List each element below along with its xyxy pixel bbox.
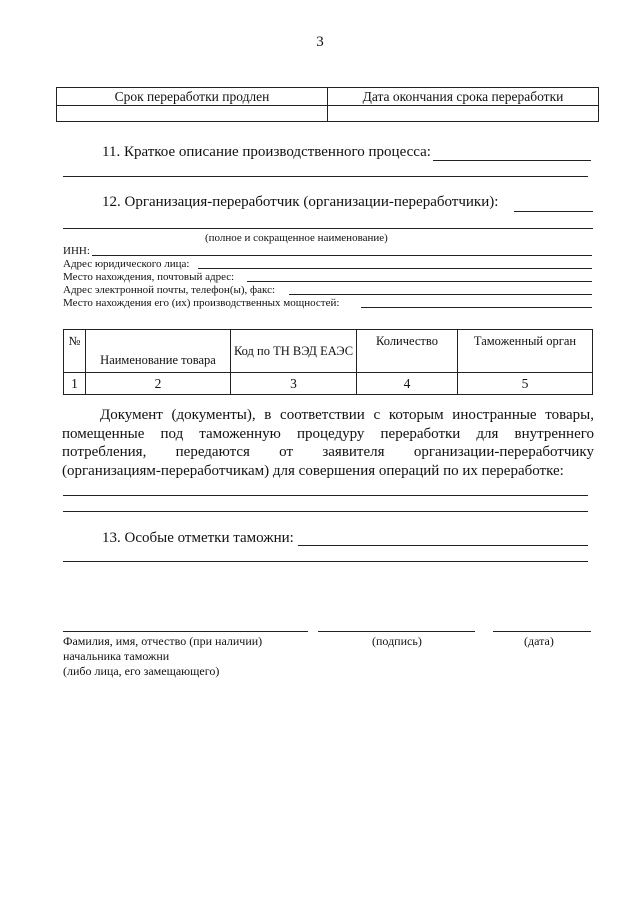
inn-field[interactable] xyxy=(92,255,592,256)
name-caption: (полное и сокращенное наименование) xyxy=(205,232,388,244)
signature-date-caption: (дата) xyxy=(524,634,554,648)
goods-col-number-3: 3 xyxy=(231,373,357,395)
section13-input-line[interactable] xyxy=(298,545,588,546)
inn-label: ИНН: xyxy=(63,245,90,257)
location-field[interactable] xyxy=(247,281,592,282)
section11-input-line[interactable] xyxy=(433,160,591,161)
legal-address-field[interactable] xyxy=(198,268,592,269)
contacts-label: Адрес электронной почты, телефон(ы), факс: xyxy=(63,284,276,296)
goods-col-number-1: 1 xyxy=(64,373,86,395)
extension-end-date-cell[interactable] xyxy=(328,106,599,122)
goods-col-number-5: 5 xyxy=(458,373,593,395)
page-number: 3 xyxy=(316,34,324,50)
goods-header-code: Код по ТН ВЭД ЕАЭС xyxy=(231,330,357,373)
legal-address-label: Адрес юридического лица: xyxy=(63,258,190,270)
document-input-line-1[interactable] xyxy=(63,495,588,496)
production-location-label: Место нахождения его (их) производственных мощностей: xyxy=(63,297,340,309)
section12-name-line[interactable] xyxy=(63,228,593,229)
goods-header-quantity: Количество xyxy=(357,330,458,373)
document-paragraph: Документ (документы), в соответствии с которым иностранные товары, помещенные под таможенную процедуру переработки для внутреннего потребления, передаются от заявителя организации-переработчику (организациям-переработчикам) для совершения операций по их переработке: xyxy=(62,407,594,479)
production-location-field[interactable] xyxy=(361,307,592,308)
section12-input-line[interactable] xyxy=(514,211,593,212)
name-signature-line[interactable] xyxy=(63,631,308,632)
extension-table xyxy=(56,87,599,122)
section13-input-line-2[interactable] xyxy=(63,561,588,562)
sign-signature-line[interactable] xyxy=(318,631,475,632)
date-signature-line[interactable] xyxy=(493,631,591,632)
signature-name-caption-2: начальника таможни xyxy=(63,649,170,663)
contacts-field[interactable] xyxy=(289,294,592,295)
goods-table xyxy=(63,329,593,395)
goods-header-name: Наименование товара xyxy=(86,330,231,373)
signature-sign-caption: (подпись) xyxy=(372,634,422,648)
section11-input-line-2[interactable] xyxy=(63,176,588,177)
extension-end-date-header: Дата окончания срока переработки xyxy=(328,88,599,106)
location-label: Место нахождения, почтовый адрес: xyxy=(63,271,235,283)
extension-term-cell[interactable] xyxy=(57,106,328,122)
goods-col-number-4: 4 xyxy=(357,373,458,395)
goods-col-number-2: 2 xyxy=(86,373,231,395)
extension-term-header: Срок переработки продлен xyxy=(57,88,328,106)
signature-name-caption-3: (либо лица, его замещающего) xyxy=(63,664,220,678)
signature-name-caption-1: Фамилия, имя, отчество (при наличии) xyxy=(63,634,263,648)
section11-label: 11. Краткое описание производственного процесса: xyxy=(102,144,431,160)
goods-header-number: № xyxy=(64,330,86,373)
section12-label: 12. Организация-переработчик (организации-переработчики): xyxy=(102,194,499,210)
document-input-line-2[interactable] xyxy=(63,511,588,512)
goods-header-customs: Таможенный орган xyxy=(458,330,593,373)
section13-label: 13. Особые отметки таможни: xyxy=(102,530,294,546)
